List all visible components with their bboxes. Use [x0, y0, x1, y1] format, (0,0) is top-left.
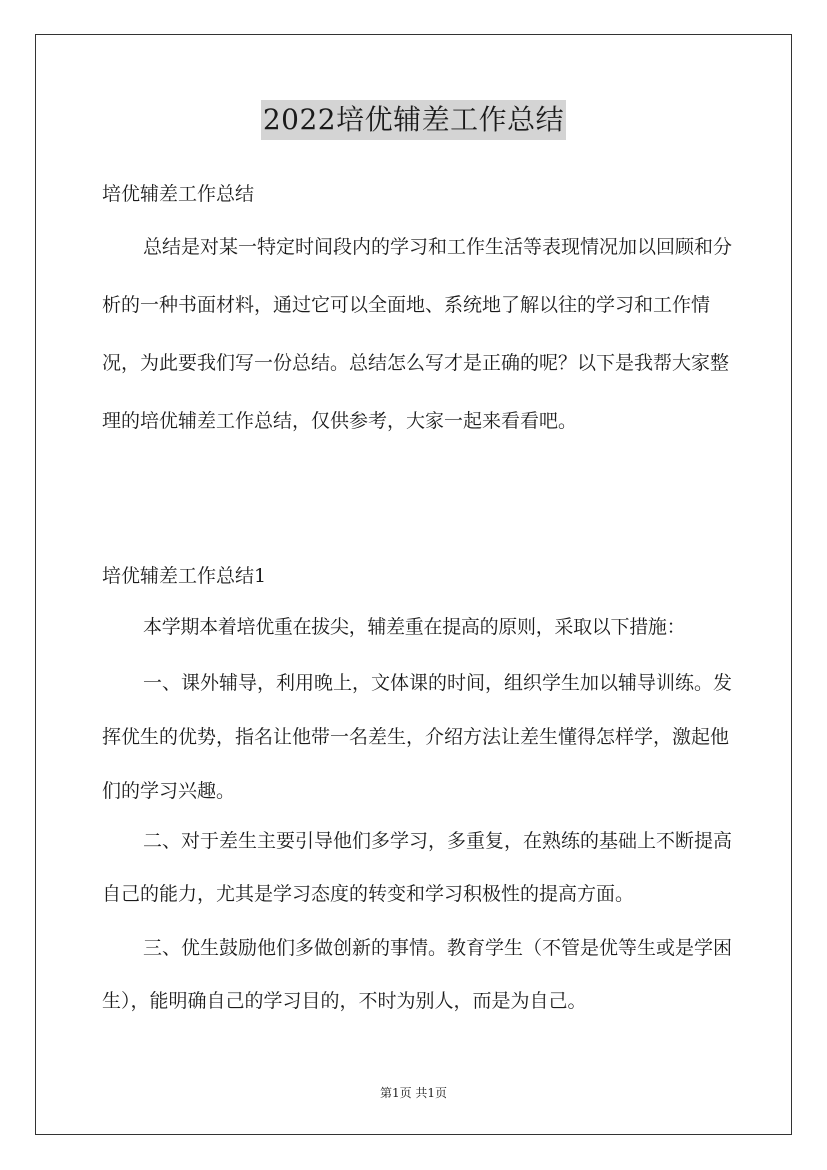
section1-item1: 一、课外辅导，利用晚上，文体课的时间，组织学生加以辅导训练。发挥优生的优势，指名让他带一名差生，介绍方法让差生懂得怎样学，激起他们的学习兴趣。 — [102, 672, 733, 802]
document-subtitle: 培优辅差工作总结 — [102, 183, 255, 205]
page-footer — [0, 1084, 827, 1101]
intro-paragraph: 总结是对某一特定时间段内的学习和工作生活等表现情况加以回顾和分析的一种书面材料，通过它可以全面地、系统地了解以往的学习和工作情况，为此要我们写一份总结。总结怎么写才是正确的呢？以下是我帮大家整理的培优辅差工作总结，仅供参考，大家一起来看看吧。 — [102, 236, 733, 432]
page-number: 第1页 共1页 — [379, 1086, 448, 1100]
section1-lead: 本学期本着培优重在拔尖，辅差重在提高的原则，采取以下措施： — [143, 616, 686, 638]
section1-item3: 三、优生鼓励他们多做创新的事情。教育学生（不管是优等生或是学困生），能明确自己的学习目的，不时为别人，而是为自己。 — [102, 937, 733, 1012]
section1-heading: 培优辅差工作总结1 — [102, 565, 267, 587]
title-wrap — [0, 100, 827, 140]
document-title: 2022培优辅差工作总结 — [261, 100, 566, 140]
section1-item2: 二、对于差生主要引导他们多学习，多重复，在熟练的基础上不断提高自己的能力，尤其是学习态度的转变和学习积极性的提高方面。 — [102, 830, 733, 905]
